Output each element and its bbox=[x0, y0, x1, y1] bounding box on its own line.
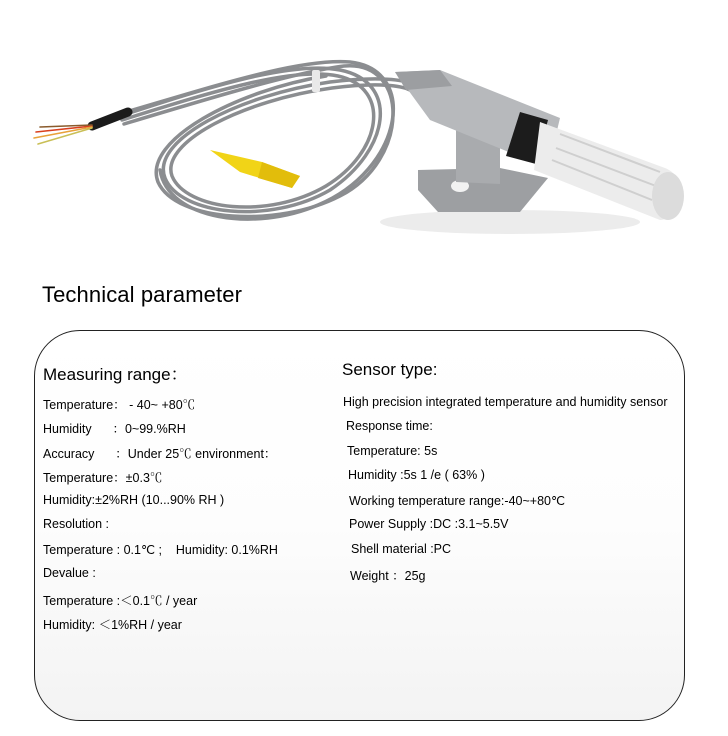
spec-line: Humidity ：0~99.%RH bbox=[43, 422, 186, 436]
spec-line: Accuracy ：Under 25℃ environment： bbox=[43, 447, 277, 461]
spec-line: Temperature :＜0.1℃ / year bbox=[43, 594, 198, 608]
spec-line: Temperature: 5s bbox=[347, 444, 438, 458]
spec-line: Weight ：25g bbox=[350, 569, 426, 583]
measuring-range-heading: Measuring range： bbox=[43, 365, 188, 384]
spec-line: Humidity: ＜1%RH / year bbox=[43, 618, 182, 632]
wire-tips bbox=[34, 125, 92, 144]
spec-line: Humidity :5s 1 /e ( 63% ) bbox=[348, 468, 485, 482]
spec-line: Working temperature range:-40~+80℃ bbox=[349, 494, 566, 508]
yellow-label-tag bbox=[210, 150, 300, 188]
spec-line: Resolution : bbox=[43, 517, 110, 531]
section-title: Technical parameter bbox=[42, 282, 242, 307]
product-photo bbox=[0, 0, 728, 270]
spec-line: High precision integrated temperature and humidity sensor bbox=[343, 395, 668, 409]
sensor-type-heading: Sensor type: bbox=[342, 360, 438, 379]
spec-line: Temperature : 0.1℃ ; Humidity: 0.1%RH bbox=[43, 543, 278, 557]
spec-line: Shell material :PC bbox=[351, 542, 452, 556]
spec-line: Temperature：±0.3℃ bbox=[43, 471, 163, 485]
spec-line: Power Supply :DC :3.1~5.5V bbox=[349, 517, 509, 531]
cable-clip bbox=[312, 70, 320, 92]
spec-line: Response time: bbox=[346, 419, 433, 433]
spec-line: Temperature： - 40~ +80℃ bbox=[43, 398, 196, 412]
cable bbox=[120, 62, 412, 219]
spec-line: Humidity:±2%RH (10...90% RH ) bbox=[43, 493, 225, 507]
spec-line: Devalue : bbox=[43, 566, 96, 580]
